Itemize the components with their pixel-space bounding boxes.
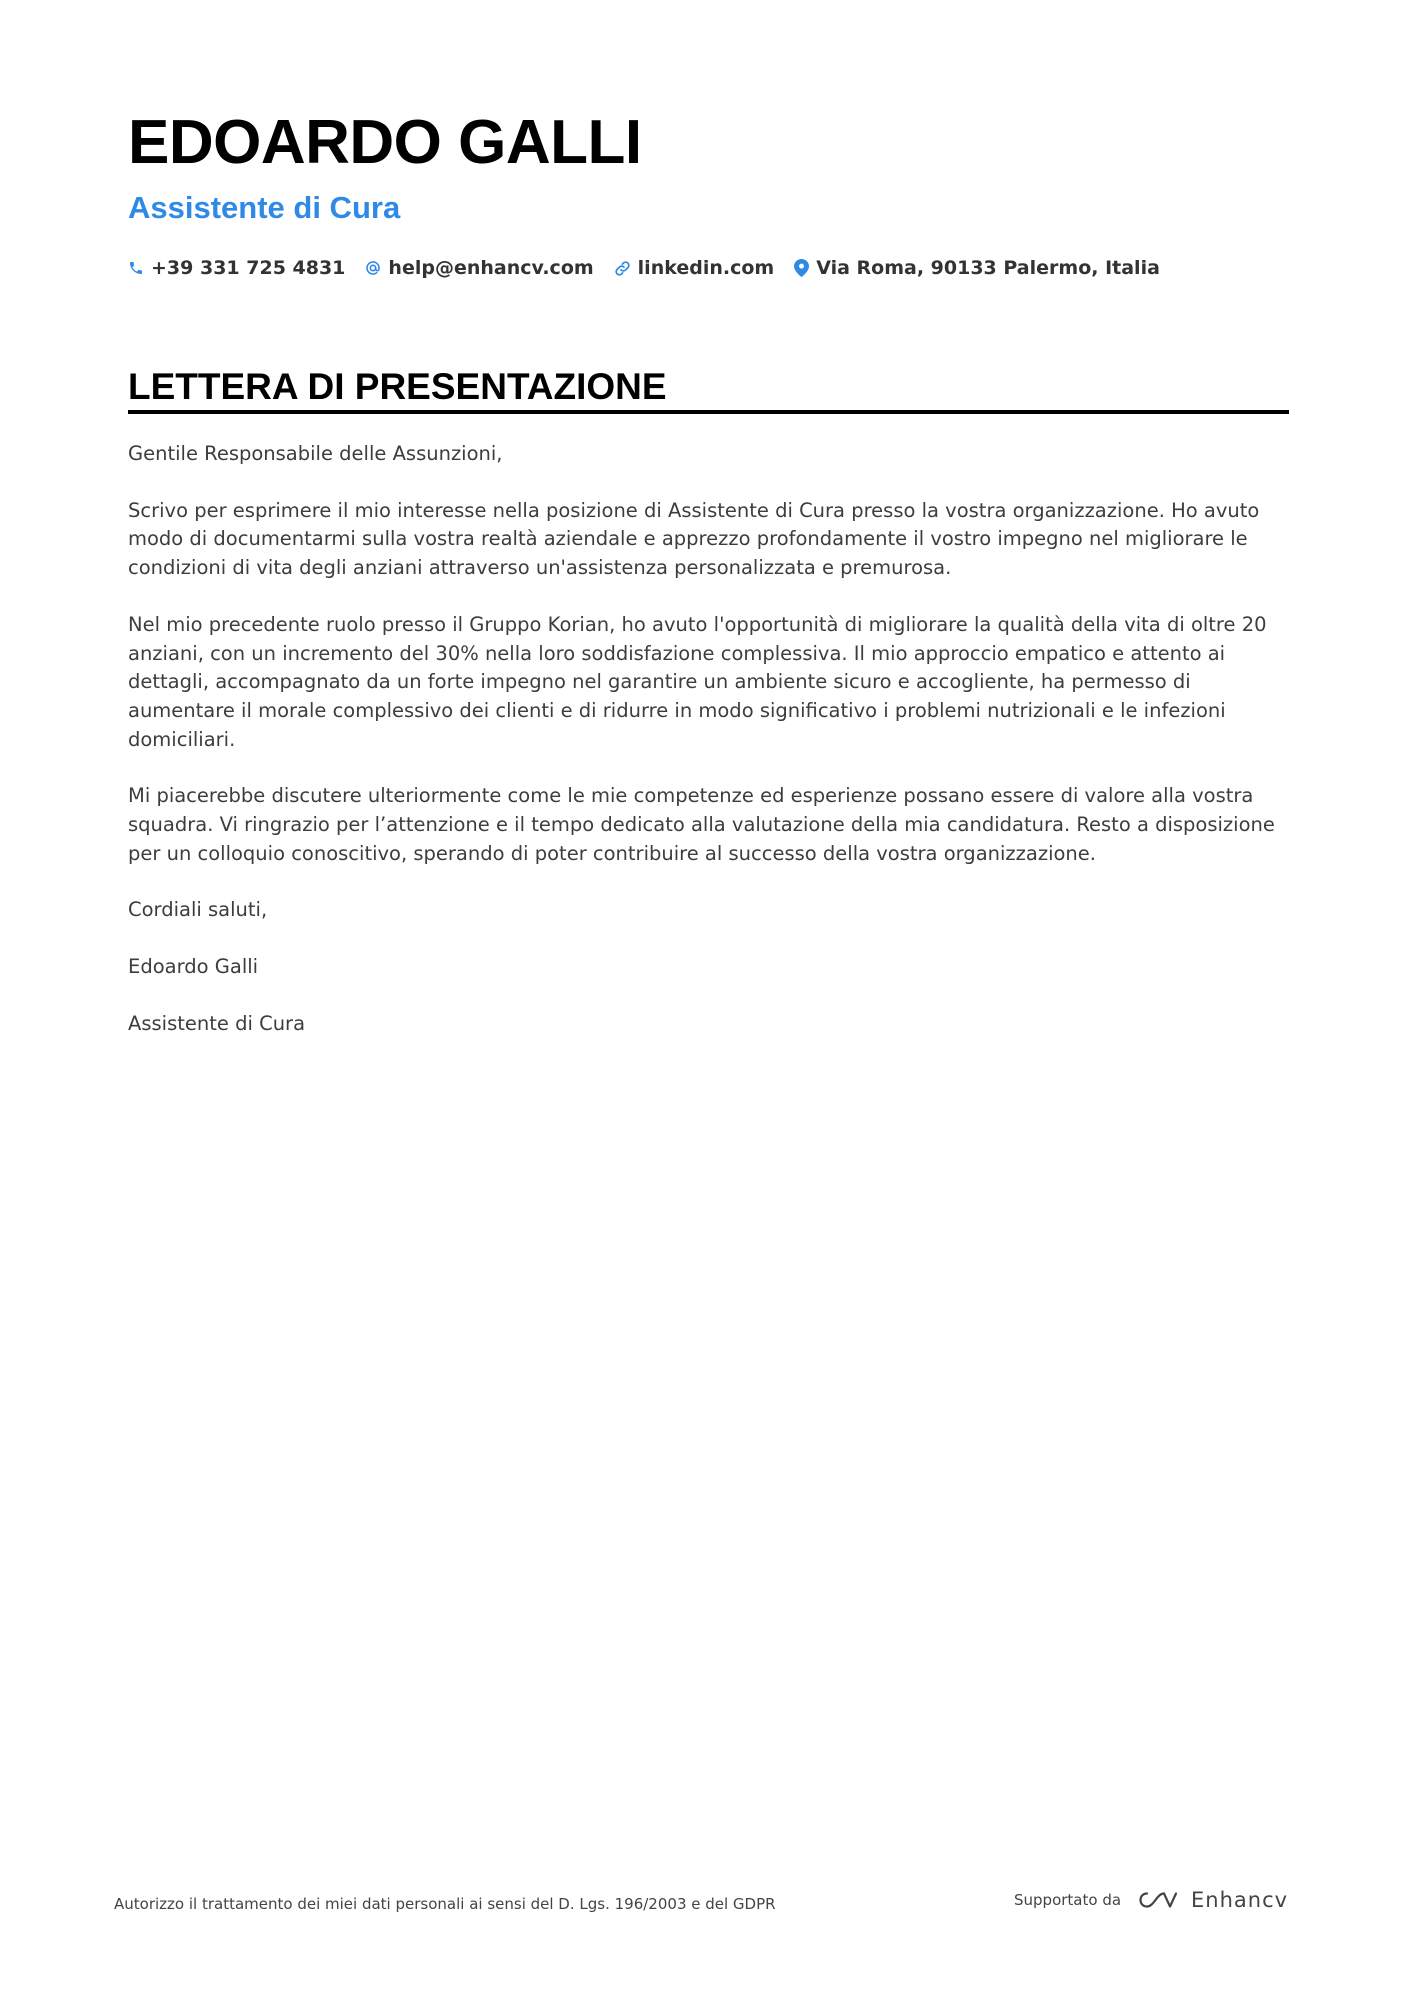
- enhancv-brand: Enhancv: [1191, 1888, 1289, 1912]
- candidate-name: EDOARDO GALLI: [128, 108, 642, 177]
- link-icon: [614, 260, 631, 277]
- contact-phone[interactable]: [128, 257, 345, 279]
- section-title: LETTERA DI PRESENTAZIONE: [128, 366, 667, 407]
- letter-body: [128, 440, 1298, 1067]
- signature-role: Assistente di Cura: [128, 1011, 306, 1035]
- phone-icon: [128, 260, 144, 276]
- contact-address-text: Via Roma, 90133 Palermo, Italia: [816, 257, 1160, 279]
- contact-email-text: help@enhancv.com: [388, 257, 594, 279]
- letter-paragraph: Nel mio precedente ruolo presso il Gruppo Korian, ho avuto l'opportunità di migliorare la qualità della vita di oltre 20 anziani, con un incremento del 30% nella loro soddisfazione complessiva. Il mio approccio empatico e attento ai dettagli, accompagnato da un forte impegno nel garantire un ambiente sicuro e accogliente, ha permesso di aumentare il morale complessivo dei clienti e di ridurre in modo significativo i problemi nutrizionali e le infezioni domiciliari.: [128, 612, 1267, 751]
- enhancv-logo-icon: [1133, 1888, 1179, 1912]
- letter-greeting: Gentile Responsabile delle Assunzioni,: [128, 442, 503, 465]
- contact-email[interactable]: [365, 257, 593, 279]
- location-pin-icon: [794, 259, 809, 277]
- at-icon: [365, 260, 381, 276]
- letter-paragraph: Mi piacerebbe discutere ulteriormente come le mie competenze ed esperienze possano essere di valore alla vostra squadra. Vi ringrazio per l’attenzione e il tempo dedicato alla valutazione della mia candidatura. Resto a disposizione per un colloquio conoscitivo, sperando di poter contribuire al successo della vostra organizzazione.: [128, 784, 1275, 865]
- powered-by[interactable]: [1014, 1883, 1288, 1917]
- section-divider: [128, 410, 1289, 414]
- contact-bar: [128, 255, 1160, 281]
- contact-linkedin-text: linkedin.com: [637, 257, 775, 279]
- privacy-note: Autorizzo il trattamento dei miei dati personali ai sensi del D. Lgs. 196/2003 e del GDPR: [114, 1895, 776, 1913]
- contact-linkedin[interactable]: [614, 257, 775, 279]
- contact-address: [794, 257, 1160, 279]
- powered-by-label: Supportato da: [1014, 1891, 1122, 1909]
- candidate-role: Assistente di Cura: [128, 190, 401, 225]
- letter-closing: Cordiali saluti,: [128, 898, 268, 922]
- contact-phone-text: +39 331 725 4831: [151, 257, 346, 279]
- letter-paragraph: Scrivo per esprimere il mio interesse nella posizione di Assistente di Cura presso la vostra organizzazione. Ho avuto modo di documentarmi sulla vostra realtà aziendale e apprezzo profondamente il vostro impegno nel migliorare le condizioni di vita degli anziani attraverso un'assistenza personalizzata e premurosa.: [128, 498, 1260, 580]
- signature-name: Edoardo Galli: [128, 955, 259, 979]
